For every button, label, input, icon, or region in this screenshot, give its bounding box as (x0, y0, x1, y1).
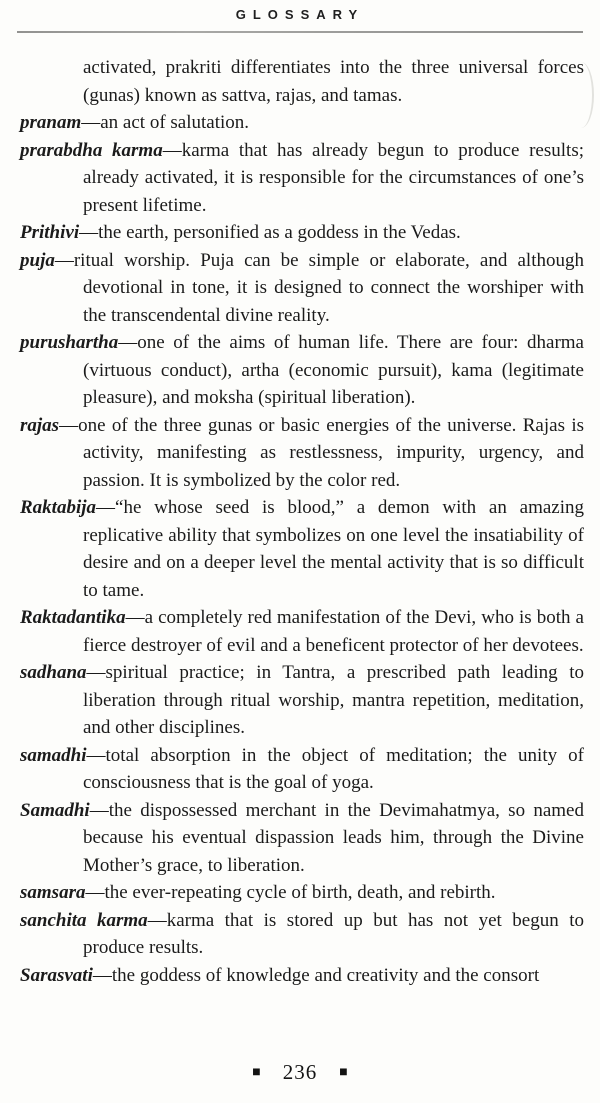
entry-definition: —spiritual practice; in Tantra, a prescribed path leading to liberation through ritual worship, mantra repetition, meditation, and other disciplines. (83, 662, 584, 738)
footer-square-icon: ■ (339, 1064, 348, 1080)
glossary-entry (20, 219, 584, 247)
glossary-entry (20, 494, 584, 604)
entry-definition: —the goddess of knowledge and creativity and the consort (92, 964, 540, 986)
glossary-entry (20, 412, 584, 495)
entry-term: Raktabija (20, 497, 97, 518)
glossary-entry (20, 742, 584, 797)
entry-definition: —ritual worship. Puja can be simple or elaborate, and although devotional in tone, it is designed to connect the worshiper with the transcendental divine reality. (54, 249, 584, 326)
glossary-entry (20, 879, 584, 907)
entry-term: Raktadantika (20, 607, 126, 628)
glossary-entry (20, 329, 584, 412)
glossary-entry (20, 907, 584, 962)
glossary-entry (20, 109, 584, 137)
footer-square-icon: ■ (252, 1064, 261, 1080)
entry-definition: —total absorption in the object of meditation; the unity of consciousness that is the goal of yoga. (83, 744, 584, 793)
page-number: 236 (282, 1060, 318, 1084)
page-header (0, 6, 600, 24)
entry-definition: —the earth, personified as a goddess in the Vedas. (79, 222, 461, 243)
header-divider-rule (17, 31, 583, 33)
glossary-title: GLOSSARY (235, 7, 365, 22)
entry-term: Prithivi (20, 222, 80, 243)
entry-term: sadhana (20, 662, 87, 683)
continuation-paragraph: activated, prakriti differentiates into the three universal forces (gunas) known as sattva, rajas, and tamas. (83, 57, 584, 106)
entry-term: purushartha (20, 332, 119, 353)
glossary-entry (20, 797, 584, 880)
entry-definition: —a completely red manifestation of the Devi, who is both a fierce destroyer of evil and a beneficent protector of her devotees. (83, 607, 584, 656)
entry-term: Sarasvati (20, 964, 93, 986)
entry-term: pranam (20, 112, 82, 133)
entry-definition: —karma that is stored up but has not yet begun to produce results. (83, 909, 584, 958)
glossary-body (20, 54, 584, 989)
glossary-entry (20, 137, 584, 220)
glossary-entry (20, 962, 584, 990)
entry-term: prarabdha karma (20, 139, 163, 161)
page-footer (0, 1060, 600, 1085)
entry-definition: —an act of salutation. (81, 112, 250, 133)
glossary-entry (20, 247, 584, 330)
entry-term: samadhi (20, 744, 87, 766)
entry-term: samsara (20, 882, 86, 903)
entry-definition: —karma that has already begun to produce results; already activated, it is responsible for the circumstances of one’s present lifetime. (83, 139, 584, 216)
entry-term: rajas (20, 414, 60, 436)
entry-definition: —the ever-repeating cycle of birth, death, and rebirth. (85, 882, 496, 903)
entry-term: Samadhi (20, 799, 90, 821)
entry-term: puja (20, 249, 55, 271)
glossary-entry (20, 604, 584, 659)
entry-definition: —one of the three gunas or basic energies of the universe. Rajas is activity, manifesting as restlessness, impurity, urgency, and passion. It is symbolized by the color red. (59, 414, 584, 491)
entry-definition: —the dispossessed merchant in the Devimahatmya, so named because his eventual dispassion leads him, through the Divine Mother’s grace, to liberation. (83, 799, 584, 876)
entry-definition: —one of the aims of human life. There are four: dharma (virtuous conduct), artha (economic pursuit), kama (legitimate pleasure), and moksha (spiritual liberation). (83, 332, 584, 408)
glossary-entry (20, 659, 584, 742)
entry-definition: —“he whose seed is blood,” a demon with an amazing replicative ability that symbolizes on one level the insatiability of desire and on a deeper level the mental activity that is so difficult to tame. (83, 497, 584, 601)
entry-term: sanchita karma (20, 909, 148, 931)
